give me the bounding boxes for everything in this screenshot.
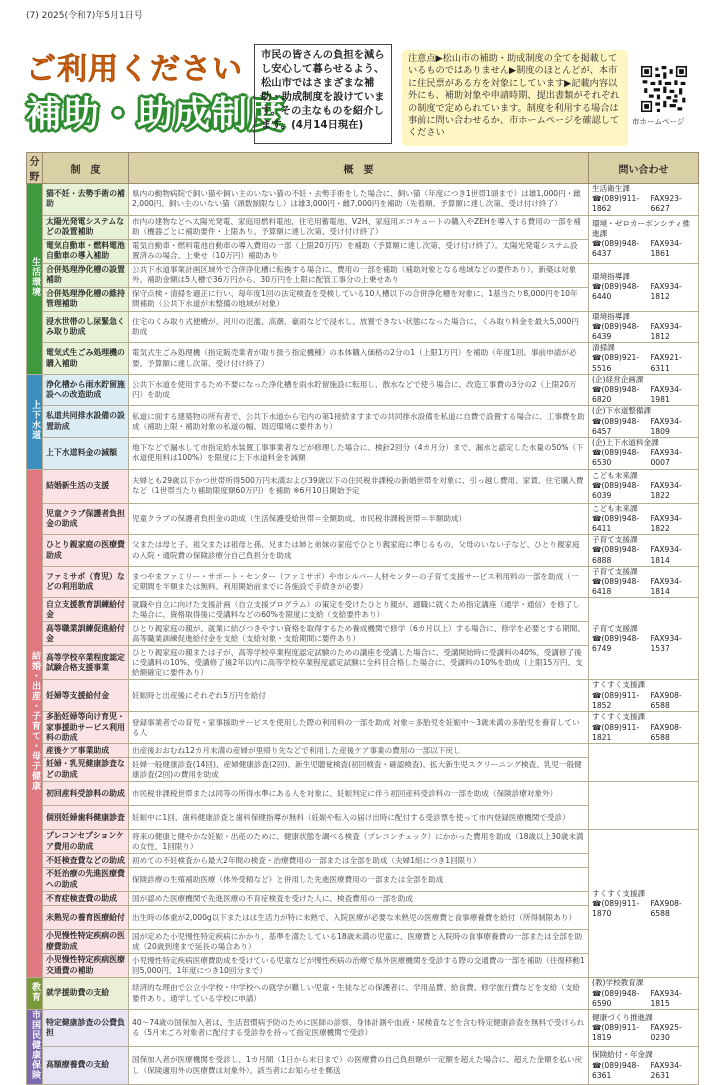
system-summary: 保守点検・清掃を適正に行い、毎年度1回の法定検査を受検している10人槽以下の合併浄化槽を対象に、1基当たり8,000円を10年間補助（公共下水道が未整備の地域が対象） (129, 287, 589, 311)
system-name: 猫不妊・去勢手術の補助 (43, 184, 129, 216)
system-name: 私道共同排水設備の設置助成 (43, 406, 129, 438)
table-row (27, 712, 699, 744)
contact-dept: (企)経営企画課 (592, 374, 644, 384)
table-row (27, 680, 699, 712)
category-label: 市国民健康保険 (30, 1009, 40, 1080)
table-row (27, 438, 699, 470)
fax-number: FAX925-0230 (650, 1023, 682, 1043)
table-row (27, 830, 699, 854)
contact-dept: すくすく支援課 (592, 888, 646, 898)
phone-number[interactable]: ☎(089)911-1821 (592, 722, 640, 742)
contact-phone-fax (592, 385, 695, 405)
system-name: 合併処理浄化槽の維持管理補助 (43, 287, 129, 311)
fax-number: FAX934-1814 (650, 545, 682, 565)
system-summary: 国保加入者が医療機関を受診し、1カ月間（1日から末日まで）の医療費の自己負担額が一定額を超えた場合に、超えた金額を払い戻し（保険適用外の医療費は対象外）。該当者にお知らせを郵送 (129, 1047, 589, 1085)
contact-cell (589, 438, 699, 470)
table-row (27, 469, 699, 503)
category-label: 教育 (30, 981, 40, 1002)
table-row (27, 503, 699, 535)
phone-number[interactable]: ☎(089)948-6590 (592, 988, 640, 1008)
category-label: 結婚・出産・子育て・母子健康 (30, 651, 40, 792)
system-summary: 初めての不妊検査から最大2年間の検査・治療費用の一部または全部を助成（夫婦1組につき1回限り） (129, 854, 589, 868)
phone-number[interactable]: ☎(089)948-6361 (592, 1060, 640, 1080)
contact-cell (589, 782, 699, 830)
category-cell (27, 978, 43, 1010)
system-name: 自立支援教育訓練給付金 (43, 598, 129, 622)
contact-phone-fax (592, 577, 695, 597)
header-contact: 問い合わせ (589, 153, 699, 184)
phone-number[interactable]: ☎(089)948-6457 (592, 416, 640, 436)
category-cell (27, 469, 43, 978)
system-summary: 父または母と子、祖父または祖母と孫、兄または姉と弟妹の家庭でひとり親家庭に準じるもの、父母のいない子など、ひとり親家庭の入院・通院費の保険診療分自己負担分を助成 (129, 535, 589, 567)
system-summary: 小児慢性特定疾病医療費助成を受けている児童などが慢性疾病の治療で県外医療機関を受診する際の交通費の一部を補助（往復移動1回5,000円、1年度につき10回分まで） (129, 954, 589, 978)
contact-cell (589, 680, 699, 712)
system-name: 妊婦等支援給付金 (43, 680, 129, 712)
contact-dept: 生活衛生課 (592, 184, 630, 193)
table-row (27, 978, 699, 1010)
table-row (27, 311, 699, 343)
system-name: 不妊検査費などの助成 (43, 854, 129, 868)
phone-number[interactable]: ☎(089)911-1870 (592, 898, 640, 918)
phone-number[interactable]: ☎(089)911-1852 (592, 690, 640, 710)
contact-dept: 環境指導課 (592, 311, 630, 321)
contact-cell (589, 406, 699, 438)
system-summary: 児童クラブの保護者負担金の助成（生活保護受給世帯＝全額助成、市民税非課税世帯＝半額助成） (129, 503, 589, 535)
contact-cell (589, 184, 699, 216)
contact-cell (589, 503, 699, 535)
contact-phone-fax (592, 322, 695, 342)
system-name: 電気式生ごみ処理機の購入補助 (43, 343, 129, 375)
phone-number[interactable]: ☎(089)911-1819 (592, 1023, 640, 1043)
subsidy-table (26, 152, 699, 1085)
contact-phone-fax (592, 1061, 695, 1081)
contact-phone-fax (592, 282, 695, 302)
phone-number[interactable]: ☎(089)948-6888 (592, 545, 640, 565)
system-summary: 妊娠中に1回、歯科健康診査と歯科保健指導が無料（妊娠や転入の届け出時に配付する受診票を使って市内登録医療機関で受診） (129, 806, 589, 830)
contact-phone-fax (592, 481, 695, 501)
system-summary: 県内の動物病院で飼い猫や飼い主のいない猫の不妊・去勢手術をした場合に、飼い猫（年度につき1世帯1頭まで）は雄1,000円・雌2,000円、飼い主のいない猫（頭数制限なし）は雄3,000円・雌7,000円を補助（先着順。予算額に達し次第、受け付け終了） (129, 184, 589, 216)
table-row (27, 215, 699, 239)
system-summary: 公共下水道事業計画区域外で合併浄化槽に転換する場合に、費用の一部を補助（補助対象となる地域などの要件あり）。新築は対象外。補助金額は5人槽で36万円から、30万円を上限に配管工事分の上乗せあり (129, 263, 589, 287)
contact-phone-fax (592, 514, 695, 534)
contact-cell (589, 1009, 699, 1047)
fax-number: FAX934-1815 (650, 988, 682, 1008)
system-summary: 将来の健康と健やかな妊娠・出産のために、健康状態を調べる検査（プレコンチェック）にかかった費用を助成（18歳以上30歳未満の女性、1回限り） (129, 830, 589, 854)
contact-phone-fax (592, 417, 695, 437)
system-name: ひとり親家庭の医療費助成 (43, 535, 129, 567)
system-name: ファミサポ（育児）などの利用助成 (43, 566, 129, 598)
system-name: 電気自動車・燃料電池自動車の導入補助 (43, 239, 129, 263)
system-summary: 公共下水道を使用するため不要になった浄化槽を雨水貯留施設に転用し、散水などで使う場合に、改造工事費の3分の2（上限20万円）を助成 (129, 374, 589, 406)
contact-dept: 子育て支援課 (592, 566, 638, 576)
table-row (27, 406, 699, 438)
system-name: 浸水世帯のし尿緊急くみ取り助成 (43, 311, 129, 343)
fax-number: FAX934-1812 (650, 321, 682, 342)
contact-dept: 環境指導課 (592, 271, 630, 281)
contact-dept: 清掃課 (592, 343, 615, 353)
contact-cell (589, 311, 699, 343)
system-summary: 保険診療の生殖補助医療（体外受精など）と併用した先進医療費用の一部または全部を助成 (129, 868, 589, 892)
header-summary: 概 要 (129, 153, 589, 184)
system-name: 合併処理浄化槽の設置補助 (43, 263, 129, 287)
system-summary: 市内の建物などへ太陽光発電、家庭用燃料電池、住宅用蓄電池、V2H、家庭用エコキュートの購入やZEHを導入する費用の一部を補助（機器ごとに補助要件・上限あり。予算額に達し次第、受け付け終了） (129, 215, 589, 239)
notice-box: 注意点▶松山市の補助・助成制度の全てを掲載しているものではありません▶制度のほとんどが、本市に住民票がある方を対象にしています▶記載内容以外にも、補助対象や申請時期、提出書類がそれぞれの制度で定められています。制度を利用する場合は事前に問い合わせるか、市ホームページを確認してください (402, 50, 628, 146)
category-cell (27, 374, 43, 469)
fax-number: FAX934-2631 (650, 1060, 682, 1080)
system-summary: 電気式生ごみ処理機（指定販売業者が取り扱う指定機種）の本体購入価格の2分の1（上限1万円）を補助（年度1回。事前申請が必要。予算額に達し次第、受け付け終了） (129, 343, 589, 375)
system-name: 不妊治療の先進医療費への助成 (43, 868, 129, 892)
contact-phone-fax (592, 545, 695, 565)
system-name: 就学援助費の支給 (43, 978, 129, 1010)
system-summary: 国が定めた小児慢性特定疾病にかかり、基準を満たしている18歳未満の児童に、医療費と入院時の食事療養費の一部または全部を助成（20歳到達まで延長の場合あり） (129, 930, 589, 954)
contact-cell (589, 566, 699, 598)
phone-number[interactable]: ☎(089)948-6440 (592, 282, 640, 302)
system-summary: 私道に面する建築物の所有者で、公共下水道から宅内の第1接続ますまでの共同排水設備を私道に自費で設置する場合に、工事費を助成（補助上限・補助対象の私道の幅、周辺環境に要件あり） (129, 406, 589, 438)
qr-code-icon[interactable] (641, 66, 687, 112)
phone-number[interactable]: ☎(089)921-5516 (592, 353, 640, 373)
system-summary: 出産後おおむね12カ月未満の産婦が里帰り先などで利用した産後ケア事業の費用の一部以下戻し (129, 744, 589, 758)
system-name: 太陽光発電システムなどの設置補助 (43, 215, 129, 239)
contact-dept: 保険給付・年金課 (592, 1050, 653, 1060)
table-row (27, 598, 699, 622)
system-summary: 登録事業者での育児・家事援助サービスを使用した際の利用料の一部を助成 対象＝多胎児を妊娠中〜3歳未満の多胎児を養育している人 (129, 712, 589, 744)
system-name: 妊婦・乳児健康診査などの助成 (43, 758, 129, 782)
system-summary: 40〜74歳の国保加入者は、生活習慣病予防のために医師の診察、身体計測や血液・尿検査などを含む特定健康診査を無料で受けられる（5月末ごろ対象者に配付する受診券を持って指定医療機関で受診） (129, 1009, 589, 1047)
system-name: 高等職業訓練促進給付金 (43, 622, 129, 646)
contact-phone-fax (592, 634, 695, 654)
system-summary: 就職や自立に向けた支援計画（自立支援プログラム）の策定を受けたひとり親が、適職に就くため指定講座（通学・通信）を修了した場合に、資格取得後に受講料などの60%を限度に支給（支給要件あり） (129, 598, 589, 622)
system-summary: 出生時の体重が2,000g以下またはは生活力が特に未熟で、入院医療が必要な未熟児の医療費と食事療養費を給付（所得制限あり） (129, 906, 589, 930)
system-summary: 経済的な理由で公立小学校・中学校への就学が難しい児童・生徒などの保護者に、学用品費、給食費、修学旅行費などを支給（支給要件あり。通学している学校に申請） (129, 978, 589, 1010)
fax-number: FAX934-1814 (650, 577, 682, 597)
contact-dept: こども未来課 (592, 503, 638, 513)
phone-number[interactable]: ☎(089)948-6411 (592, 513, 640, 534)
contact-phone-fax (592, 723, 695, 743)
table-header-row (27, 153, 699, 184)
system-name: 高等学校卒業程度認定試験合格支援事業 (43, 646, 129, 680)
intro-text: 市民の皆さんの負担を減らし安心して暮らせるよう、松山市ではさまざまな補助・助成制度を設けています。その主なものを紹介します。(4月14日現在) (254, 44, 392, 144)
system-name: 小児慢性特定疾病医療交通費の補助 (43, 954, 129, 978)
category-label: 上下水道 (30, 399, 40, 440)
phone-number[interactable]: ☎(089)948-6437 (592, 239, 640, 259)
fax-number: FAX934-1537 (650, 633, 682, 654)
contact-phone-fax (592, 194, 695, 214)
phone-number[interactable]: ☎(089)948-6820 (592, 385, 640, 405)
system-name: 個別妊婦歯科健康診査 (43, 806, 129, 830)
table-row (27, 1009, 699, 1047)
system-name: 初回産科受診料の助成 (43, 782, 129, 806)
contact-dept: すくすく支援課 (592, 712, 646, 722)
system-summary: 妊娠時と出産後にそれぞれ5万円を給付 (129, 680, 589, 712)
contact-phone-fax (592, 448, 695, 468)
contact-dept: 環境・ゼロカーボンシティ推進課 (592, 218, 690, 238)
table-row (27, 535, 699, 567)
table-row (27, 184, 699, 216)
system-summary: ひとり親家庭の親または子が、高等学校卒業程度認定試験のための講座を受講した場合に、受講開始時に受講料の40%、受講修了後に受講料の10%、受講修了後2年以内に高等学校卒業程度認定試験に全科目合格した場合に、受講料の10%を助成（上限15万円、支給額確定に要件あり） (129, 646, 589, 680)
contact-cell (589, 343, 699, 375)
contact-dept: こども未来課 (592, 470, 638, 480)
fax-number: FAX908-6588 (650, 690, 682, 710)
system-name: 特定健康診査の公費負担 (43, 1009, 129, 1047)
category-cell (27, 184, 43, 375)
phone-number[interactable]: ☎(089)948-6749 (592, 633, 640, 654)
system-name: 小児慢性特定疾病の医療費助成 (43, 930, 129, 954)
header-system: 制 度 (43, 153, 129, 184)
fax-number: FAX934-1822 (650, 513, 682, 534)
contact-cell (589, 535, 699, 567)
phone-number[interactable]: ☎(089)948-6418 (592, 577, 640, 597)
system-summary: まつやまファミリー・サポート・センター（ファミサポ）や市シルバー人材センターの子育て支援サービス利用料の一部を助成（一定期間を半額または無料。利用開始前までに各施設で手続きが必要） (129, 566, 589, 598)
table-row (27, 263, 699, 287)
contact-cell (589, 215, 699, 263)
system-name: 高額療養費の支給 (43, 1047, 129, 1085)
fax-number: FAX934-0007 (650, 448, 682, 468)
contact-dept: 子育て支援課 (592, 623, 638, 633)
issue-date: (7) 2025(令和7)年5月1日号 (26, 11, 143, 21)
table-row (27, 374, 699, 406)
fax-number: FAX934-1861 (650, 239, 682, 259)
contact-phone-fax (592, 691, 695, 711)
phone-number[interactable]: ☎(089)911-1862 (592, 194, 640, 214)
contact-cell (589, 744, 699, 782)
system-name: 児童クラブ保護者負担金の助成 (43, 503, 129, 535)
contact-phone-fax (592, 899, 695, 919)
contact-cell (589, 978, 699, 1010)
system-summary: 妊婦一般健康診査(14回)、産婦健康診査(2回)、新生児聴覚検査(初回検査・確認検査)、拡大新生児スクリーニング検査、乳児一般健康診査(2回)の費用を助成 (129, 758, 589, 782)
contact-cell (589, 598, 699, 680)
phone-number[interactable]: ☎(089)948-6439 (592, 321, 640, 342)
system-summary: 国が認めた医療機関で先進医療の不育症検査を受けた人に、検査費用の一部を助成 (129, 892, 589, 906)
phone-number[interactable]: ☎(089)948-6530 (592, 448, 640, 468)
fax-number: FAX908-6588 (650, 722, 682, 742)
fax-number: FAX934-1822 (650, 481, 682, 501)
page-title-line2: 補助・助成制度 (26, 94, 286, 135)
table-row (27, 343, 699, 375)
contact-cell (589, 712, 699, 744)
table-row (27, 1047, 699, 1085)
contact-cell (589, 1047, 699, 1085)
contact-cell (589, 374, 699, 406)
qr-caption: 市ホームページ (632, 117, 685, 126)
system-name: 産後ケア事業助成 (43, 744, 129, 758)
fax-number: FAX921-6311 (650, 353, 682, 373)
phone-number[interactable]: ☎(089)948-6039 (592, 481, 640, 501)
contact-phone-fax (592, 989, 695, 1009)
contact-phone-fax (592, 353, 695, 373)
fax-number: FAX908-6588 (650, 898, 682, 918)
contact-dept: すくすく支援課 (592, 680, 646, 690)
fax-number: FAX934-1981 (650, 385, 682, 405)
system-summary: 住宅のくみ取り式便槽が、河川の氾濫、高潮、豪雨などで浸水し、放置できない状態になった場合に、くみ取り料金を最大5,000円助成 (129, 311, 589, 343)
system-summary: 地下などで漏水して市指定給水装置工事事業者などが修理した場合に、検針2回分（4カ月分）まで、漏水と認定した水量の50%（下水道使用料は100%）を限度に上下水道料金を減額 (129, 438, 589, 470)
contact-cell (589, 830, 699, 978)
system-summary: 市民税非課税世帯または同等の所得水準にある人を対象に、妊娠判定に伴う初回産科受診料の一部を助成（保険診療対象外） (129, 782, 589, 806)
system-name: 不育症検査費の助成 (43, 892, 129, 906)
system-summary: ひとり親家庭の親が、就業に結びつきやすい資格を取得するため養成機関で修学（6カ月以上）する場合に、修学を必要とする期間、高等職業訓練促進給付金を支給（支給対象・支給期間に要件あり） (129, 622, 589, 646)
system-name: 上下水道料金の減額 (43, 438, 129, 470)
page-title-line1: ご利用ください (26, 52, 243, 87)
system-summary: 夫婦とも29歳以下かつ世帯所得500万円未満および39歳以下の住民税非課税の新婚世帯を対象に、引っ越し費用、家賃、住宅購入費など（1世帯当たり補助限度額60万円）を補助 ※6月10日開始予定 (129, 469, 589, 503)
contact-dept: (企)下水道整備課 (592, 406, 652, 416)
system-summary: 電気自動車・燃料電池自動車の導入費用の一部（上限20万円）を補助（予算額に達し次第、受け付け終了）。太陽光発電システム設置済みの場合、上乗せ（10万円）補助あり (129, 239, 589, 263)
contact-phone-fax (592, 239, 695, 259)
fax-number: FAX923-6627 (650, 194, 682, 214)
fax-number: FAX934-1809 (650, 416, 682, 436)
category-cell (27, 1009, 43, 1084)
contact-cell (589, 469, 699, 503)
system-name: 未熟児の養育医療給付 (43, 906, 129, 930)
table-row (27, 566, 699, 598)
contact-dept: 健康づくり推進課 (592, 1012, 653, 1022)
contact-dept: 子育て支援課 (592, 535, 638, 545)
system-name: 多胎妊婦等向け育児・家事援助サービス利用料の助成 (43, 712, 129, 744)
system-name: 結婚新生活の支援 (43, 469, 129, 503)
table-row (27, 744, 699, 758)
contact-dept: (教)学校教育課 (592, 978, 644, 988)
system-name: 浄化槽から雨水貯留施設への改造助成 (43, 374, 129, 406)
header-field: 分野 (27, 153, 43, 184)
contact-cell (589, 263, 699, 311)
contact-phone-fax (592, 1023, 695, 1043)
table-row (27, 782, 699, 806)
system-name: プレコンセプションケア費用の助成 (43, 830, 129, 854)
category-label: 生活環境 (30, 256, 40, 297)
contact-dept: (企)上下水道料金課 (592, 438, 659, 448)
fax-number: FAX934-1812 (650, 282, 682, 302)
